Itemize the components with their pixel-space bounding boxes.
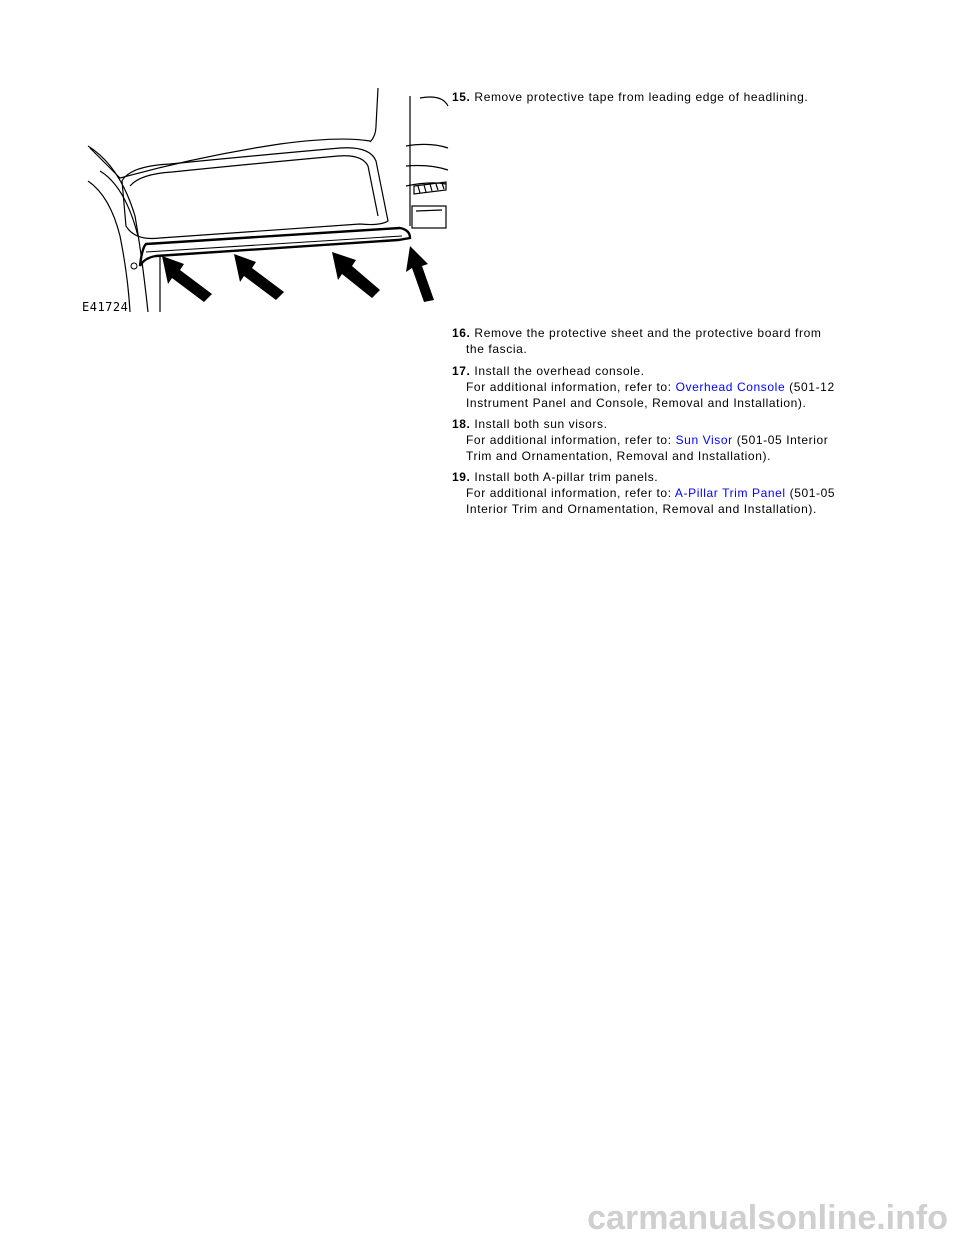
reference-line <box>452 432 882 448</box>
reference-line <box>452 379 882 395</box>
reference-continued: Interior Trim and Ornamentation, Removal and Installation). <box>466 502 817 516</box>
step-number: 18. <box>452 417 471 431</box>
step-number: 19. <box>452 470 471 484</box>
reference-suffix: (501-12 <box>785 380 835 394</box>
step-text: Install the overhead console. <box>474 364 645 378</box>
step-number: 17. <box>452 364 471 378</box>
step-text: Remove protective tape from leading edge of headlining. <box>474 90 809 104</box>
step-16 <box>452 325 882 357</box>
headlining-illustration <box>80 86 450 316</box>
step-18 <box>452 416 882 464</box>
reference-prefix: For additional information, refer to: <box>466 380 676 394</box>
reference-prefix: For additional information, refer to: <box>466 433 676 447</box>
sun-visor-link[interactable]: Sun Visor <box>675 433 733 447</box>
step-text: Install both A-pillar trim panels. <box>474 470 659 484</box>
reference-continued: Trim and Ornamentation, Removal and Installation). <box>466 449 772 463</box>
step-number: 16. <box>452 326 471 340</box>
a-pillar-trim-panel-link[interactable]: A-Pillar Trim Panel <box>674 486 786 500</box>
step-text: Install both sun visors. <box>474 417 608 431</box>
reference-suffix: (501-05 Interior <box>732 433 829 447</box>
step-19 <box>452 469 882 517</box>
watermark: carmanualsonline.info <box>587 1199 948 1237</box>
step-number: 15. <box>452 90 471 104</box>
step-17 <box>452 363 882 411</box>
reference-suffix: (501-05 <box>785 486 836 500</box>
step-text-continued: the fascia. <box>466 342 528 356</box>
reference-prefix: For additional information, refer to: <box>466 486 675 500</box>
step-15 <box>452 89 882 105</box>
reference-continued: Instrument Panel and Console, Removal and Installation). <box>466 396 807 410</box>
figure-label: E41724 <box>82 300 129 314</box>
overhead-console-link[interactable]: Overhead Console <box>675 380 786 394</box>
step-text: Remove the protective sheet and the protective board from <box>474 326 822 340</box>
reference-line <box>452 485 882 501</box>
